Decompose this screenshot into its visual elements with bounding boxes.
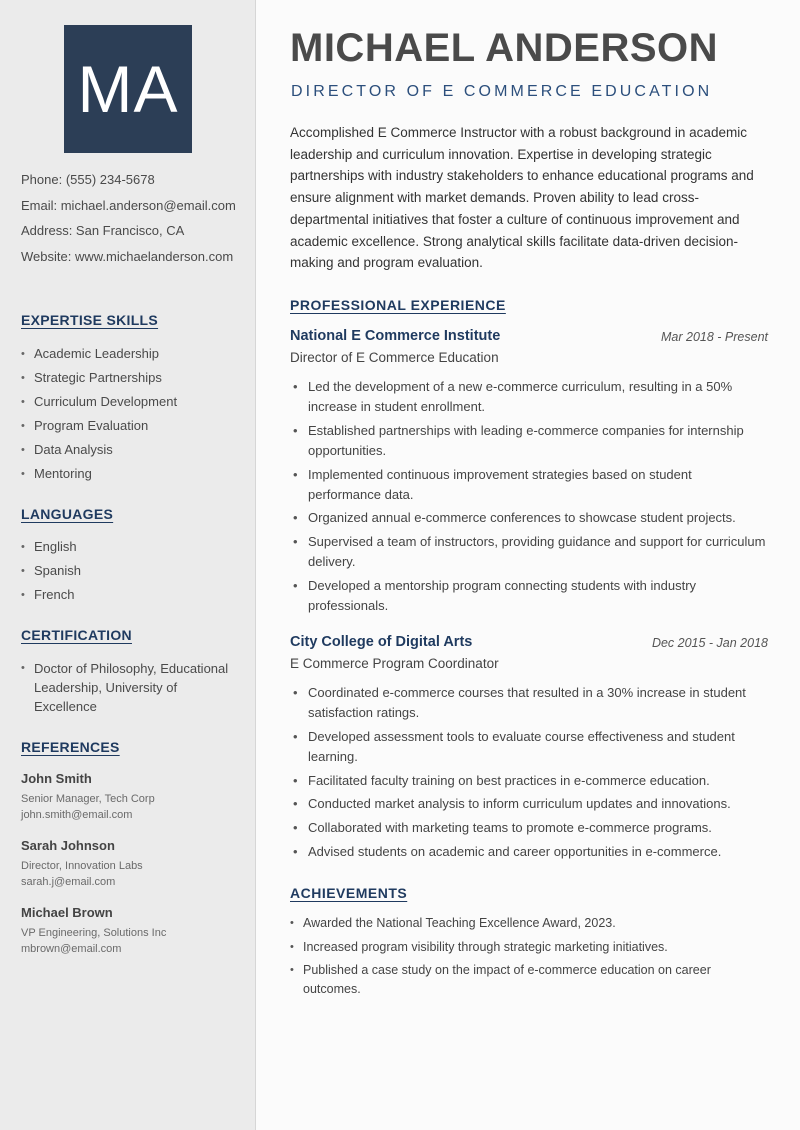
contact-phone: Phone: (555) 234-5678: [21, 172, 155, 187]
skills-list: [21, 345, 243, 489]
achievements-list: [290, 914, 768, 1004]
reference-name: Michael Brown: [21, 905, 113, 920]
reference-name: Sarah Johnson: [21, 838, 115, 853]
job-bullets: [290, 683, 768, 866]
job-company: National E Commerce Institute: [290, 328, 501, 344]
contact-address: Address: San Francisco, CA: [21, 223, 185, 238]
job-bullet: • Facilitated faculty training on best practices in e-commerce education.: [290, 771, 768, 791]
reference-entry: [21, 837, 246, 890]
references-heading: REFERENCES: [21, 739, 120, 755]
job-bullet: • Developed a mentorship program connecting students with industry professionals.: [290, 576, 768, 616]
job-bullets: [290, 377, 768, 620]
language-item: • French: [21, 586, 243, 610]
languages-heading: LANGUAGES: [21, 506, 114, 522]
job-bullet: • Implemented continuous improvement strategies based on student performance data.: [290, 465, 768, 505]
skill-item: • Academic Leadership: [21, 345, 243, 369]
job-dates: Dec 2015 - Jan 2018: [651, 636, 768, 650]
job-company: City College of Digital Arts: [290, 634, 473, 650]
reference-email: sarah.j@email.com: [21, 876, 116, 888]
language-item: • Spanish: [21, 562, 243, 586]
certification-heading: CERTIFICATION: [21, 627, 132, 643]
job-bullet: • Established partnerships with leading e-commerce companies for internship opportunities.: [290, 421, 768, 461]
contact-info: [21, 170, 251, 272]
languages-list: [21, 538, 243, 610]
reference-entry: [21, 904, 246, 957]
achievement-item: • Awarded the National Teaching Excellence Award, 2023.: [290, 914, 768, 933]
skill-item: • Curriculum Development: [21, 393, 243, 417]
job-dates: Mar 2018 - Present: [661, 330, 768, 344]
job-bullet: • Developed assessment tools to evaluate course effectiveness and student learning.: [290, 727, 768, 767]
sidebar: [0, 0, 256, 1130]
references-list: [21, 770, 246, 971]
monogram-avatar: MA: [64, 25, 192, 153]
achievement-item: • Published a case study on the impact of e-commerce education on career outcomes.: [290, 961, 768, 999]
skill-item: • Data Analysis: [21, 441, 243, 465]
reference-entry: [21, 770, 246, 823]
job-bullet: • Coordinated e-commerce courses that resulted in a 30% increase in student satisfaction ratings.: [290, 683, 768, 723]
certification-item: • Doctor of Philosophy, Educational Leadership, University of Excellence: [21, 659, 236, 716]
job-role: Director of E Commerce Education: [290, 350, 499, 365]
reference-role: VP Engineering, Solutions Inc: [21, 927, 167, 939]
certification-list: [21, 659, 236, 716]
contact-website: Website: www.michaelanderson.com: [21, 248, 234, 264]
achievements-heading: ACHIEVEMENTS: [290, 885, 408, 901]
reference-email: john.smith@email.com: [21, 809, 133, 821]
candidate-name: MICHAEL ANDERSON: [290, 26, 719, 70]
job-bullet: • Supervised a team of instructors, providing guidance and support for curriculum delivery.: [290, 532, 768, 572]
job-role: E Commerce Program Coordinator: [290, 656, 499, 671]
reference-email: mbrown@email.com: [21, 943, 122, 955]
job-bullet: • Collaborated with marketing teams to promote e-commerce programs.: [290, 818, 768, 838]
skill-item: • Program Evaluation: [21, 417, 243, 441]
reference-name: John Smith: [21, 771, 92, 786]
job-bullet: • Led the development of a new e-commerce curriculum, resulting in a 50% increase in student enrollment.: [290, 377, 768, 417]
achievement-item: • Increased program visibility through strategic marketing initiatives.: [290, 938, 768, 957]
job-bullet: • Organized annual e-commerce conferences to showcase student projects.: [290, 508, 768, 528]
candidate-title: DIRECTOR OF E COMMERCE EDUCATION: [291, 83, 713, 100]
summary-paragraph: Accomplished E Commerce Instructor with a robust background in academic leadership and curriculum innovation. Expertise in developing strategic partnerships with industry stakeholders to enhance educational programs and ensure alignment with market demands. Proven ability to lead cross-departmental initiatives that foster a culture of continuous improvement and academic excellence. Strong analytical skills facilitate data-driven decision-making and program evaluation.: [290, 125, 754, 271]
skill-item: • Mentoring: [21, 465, 243, 489]
contact-email: Email: michael.anderson@email.com: [21, 197, 236, 213]
reference-role: Director, Innovation Labs: [21, 860, 143, 872]
language-item: • English: [21, 538, 243, 562]
job-bullet: • Conducted market analysis to inform curriculum updates and innovations.: [290, 794, 768, 814]
reference-role: Senior Manager, Tech Corp: [21, 793, 155, 805]
job-bullet: • Advised students on academic and career opportunities in e-commerce.: [290, 842, 768, 862]
experience-heading: PROFESSIONAL EXPERIENCE: [290, 297, 506, 313]
skills-heading: EXPERTISE SKILLS: [21, 312, 159, 328]
skill-item: • Strategic Partnerships: [21, 369, 243, 393]
